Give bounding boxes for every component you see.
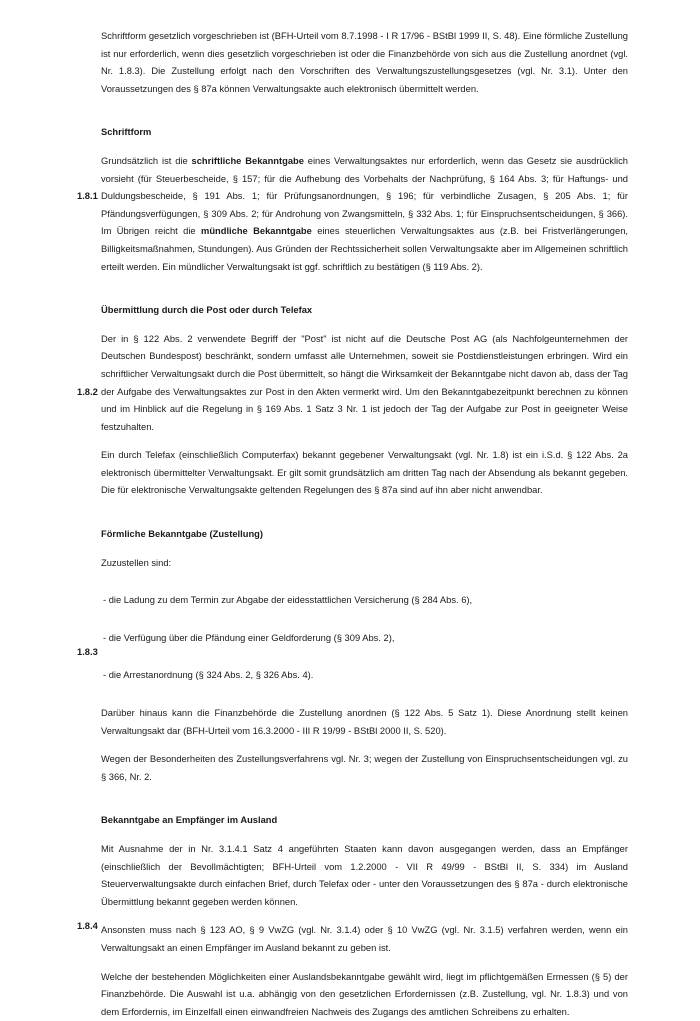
section-heading: Übermittlung durch die Post oder durch Telefax <box>101 305 313 316</box>
section-paragraph: Ansonsten muss nach § 123 AO, § 9 VwZG (vgl. Nr. 3.1.4) oder § 10 VwZG (vgl. Nr. 3.1.5) verfahren werden, wenn ein Verwaltungsakt an einen Empfänger im Ausland bekannt zu geben ist. <box>101 925 628 953</box>
section-paragraph: Wegen der Besonderheiten des Zustellungsverfahrens vgl. Nr. 3; wegen der Zustellung von Einspruchsentscheidungen vgl. zu § 366, Nr. 2. <box>101 754 628 782</box>
section-paragraph: Ein durch Telefax (einschließlich Computerfax) bekannt gegebener Verwaltungsakt (vgl. Nr. 1.8) ist ein i.S.d. § 122 Abs. 2a elektronisch übermittelter Verwaltungsakt. Er gilt somit grundsätzlich am dritten Tag nach der Absendung als bekannt gegeben. Die für elektronische Verwaltungsakte geltenden Regelungen des § 87a sind auf ihn aber nicht anwendbar. <box>101 450 628 496</box>
section-heading: Förmliche Bekanntgabe (Zustellung) <box>101 529 263 540</box>
section-1-8-3 <box>77 526 628 786</box>
section-1-8-2 <box>77 302 628 500</box>
section-number: 1.8.1 <box>77 190 98 201</box>
emphasis-written-notice: schriftliche Bekanntgabe <box>191 155 304 166</box>
section-paragraph: Mit Ausnahme der in Nr. 3.1.4.1 Satz 4 angeführten Staaten kann davon ausgegangen werden, dass an Empfänger (einschließlich der Bevollmächtigten; BFH-Urteil vom 1.2.2000 - VII R 49/99 - BStBl II, S. 334) im Ausland Steuerverwaltungsakte durch einfachen Brief, durch Telefax oder - unter den Voraussetzungen des § 87a - durch elektronische Übermittlung bekannt gegeben werden können. <box>101 844 628 907</box>
section-heading: Bekanntgabe an Empfänger im Ausland <box>101 815 278 826</box>
section-heading: Schriftform <box>101 127 152 138</box>
document-body <box>77 28 628 1021</box>
list-item: - die Verfügung über die Pfändung einer Geldforderung (§ 309 Abs. 2), <box>103 632 395 643</box>
section-number: 1.8.2 <box>77 386 98 397</box>
intro-paragraph: Schriftform gesetzlich vorgeschrieben ist (BFH-Urteil vom 8.7.1998 - I R 17/96 - BStBl 1999 II, S. 48). Eine förmliche Zustellung ist nur erforderlich, wenn dies gesetzlich vorgeschrieben ist oder die Finanzbehörde von sich aus die Zustellung anordnet (vgl. Nr. 1.8.3). Die Zustellung erfolgt nach den Vorschriften des Verwaltungszustellungsgesetzes (vgl. Nr. 3.1). Unter den Voraussetzungen des § 87a können Verwaltungsakte auch elektronisch übermittelt werden. <box>101 31 628 94</box>
section-paragraph: Der in § 122 Abs. 2 verwendete Begriff der "Post" ist nicht auf die Deutsche Post AG (als Nachfolgeunternehmen der Deutschen Bundespost) beschränkt, sondern umfasst alle Unternehmen, soweit sie Postdienstleistungen erbringen. Wird ein schriftlicher Verwaltungsakt durch die Post übermittelt, so hängt die Wirksamkeit der Bekanntgabe nicht davon ab, dass der Tag der Aufgabe des Verwaltungsaktes zur Post in den Akten vermerkt wird. Um den Bekanntgabezeitpunkt berechnen zu können und im Hinblick auf die Regelung in § 169 Abs. 1 Satz 3 Nr. 1 ist jedoch der Tag der Aufgabe zur Post in geeigneter Weise festzuhalten. <box>101 333 628 432</box>
list-item: - die Ladung zu dem Termin zur Abgabe der eidesstattlichen Versicherung (§ 284 Abs. 6), <box>103 595 473 606</box>
section-1-8-1 <box>77 124 628 276</box>
section-paragraph: Grundsätzlich ist die schriftliche Bekanntgabe eines Verwaltungsaktes nur erforderlich, wenn das Gesetz sie ausdrücklich vorsieht (für Steuerbescheide, § 157; für die Aufhebung des Vorbehalts der Nachprüfung, § 164 Abs. 3; für Haftungs- und Duldungsbescheide, § 191 Abs. 1; für Prüfungsanordnungen, § 196; für verbindliche Zusagen, § 205 Abs. 1; für Pfändungsverfügungen, § 309 Abs. 2; für Androhung von Zwangsmitteln, § 332 Abs. 1; für Einspruchsentscheidungen, § 366). Im Übrigen reicht die mündliche Bekanntgabe eines steuerlichen Verwaltungsaktes aus (z.B. bei Fristverlängerungen, Billigkeitsmaßnahmen, Stundungen). Aus Gründen der Rechtssicherheit sollen Verwaltungsakte aber im Allgemeinen schriftlich erteilt werden. Ein mündlicher Verwaltungsakt ist ggf. schriftlich zu bestätigen (§ 119 Abs. 2). <box>101 155 628 272</box>
list-item: - die Arrestanordnung (§ 324 Abs. 2, § 326 Abs. 4). <box>103 670 314 681</box>
emphasis-oral-notice: mündliche Bekanntgabe <box>201 226 312 237</box>
section-lead: Zuzustellen sind: <box>101 557 172 568</box>
section-paragraph: Darüber hinaus kann die Finanzbehörde die Zustellung anordnen (§ 122 Abs. 5 Satz 1). Diese Anordnung stellt keinen Verwaltungsakt dar (BFH-Urteil vom 16.3.2000 - III R 19/99 - BStBl 2000 II, S. 520). <box>101 708 628 736</box>
section-number: 1.8.4 <box>77 921 98 932</box>
section-number: 1.8.3 <box>77 647 98 658</box>
section-paragraph: Welche der bestehenden Möglichkeiten einer Auslandsbekanntgabe gewählt wird, liegt im pflichtgemäßen Ermessen (§ 5) der Finanzbehörde. Die Auswahl ist u.a. abhängig von den gesetzlichen Erfordernissen (z.B. Zustellung, vgl. Nr. 1.8.3) und von dem Erfordernis, im Einzelfall einen einwandfreien Nachweis des Zugangs des amtlichen Schreibens zu erhalten. <box>101 971 628 1017</box>
